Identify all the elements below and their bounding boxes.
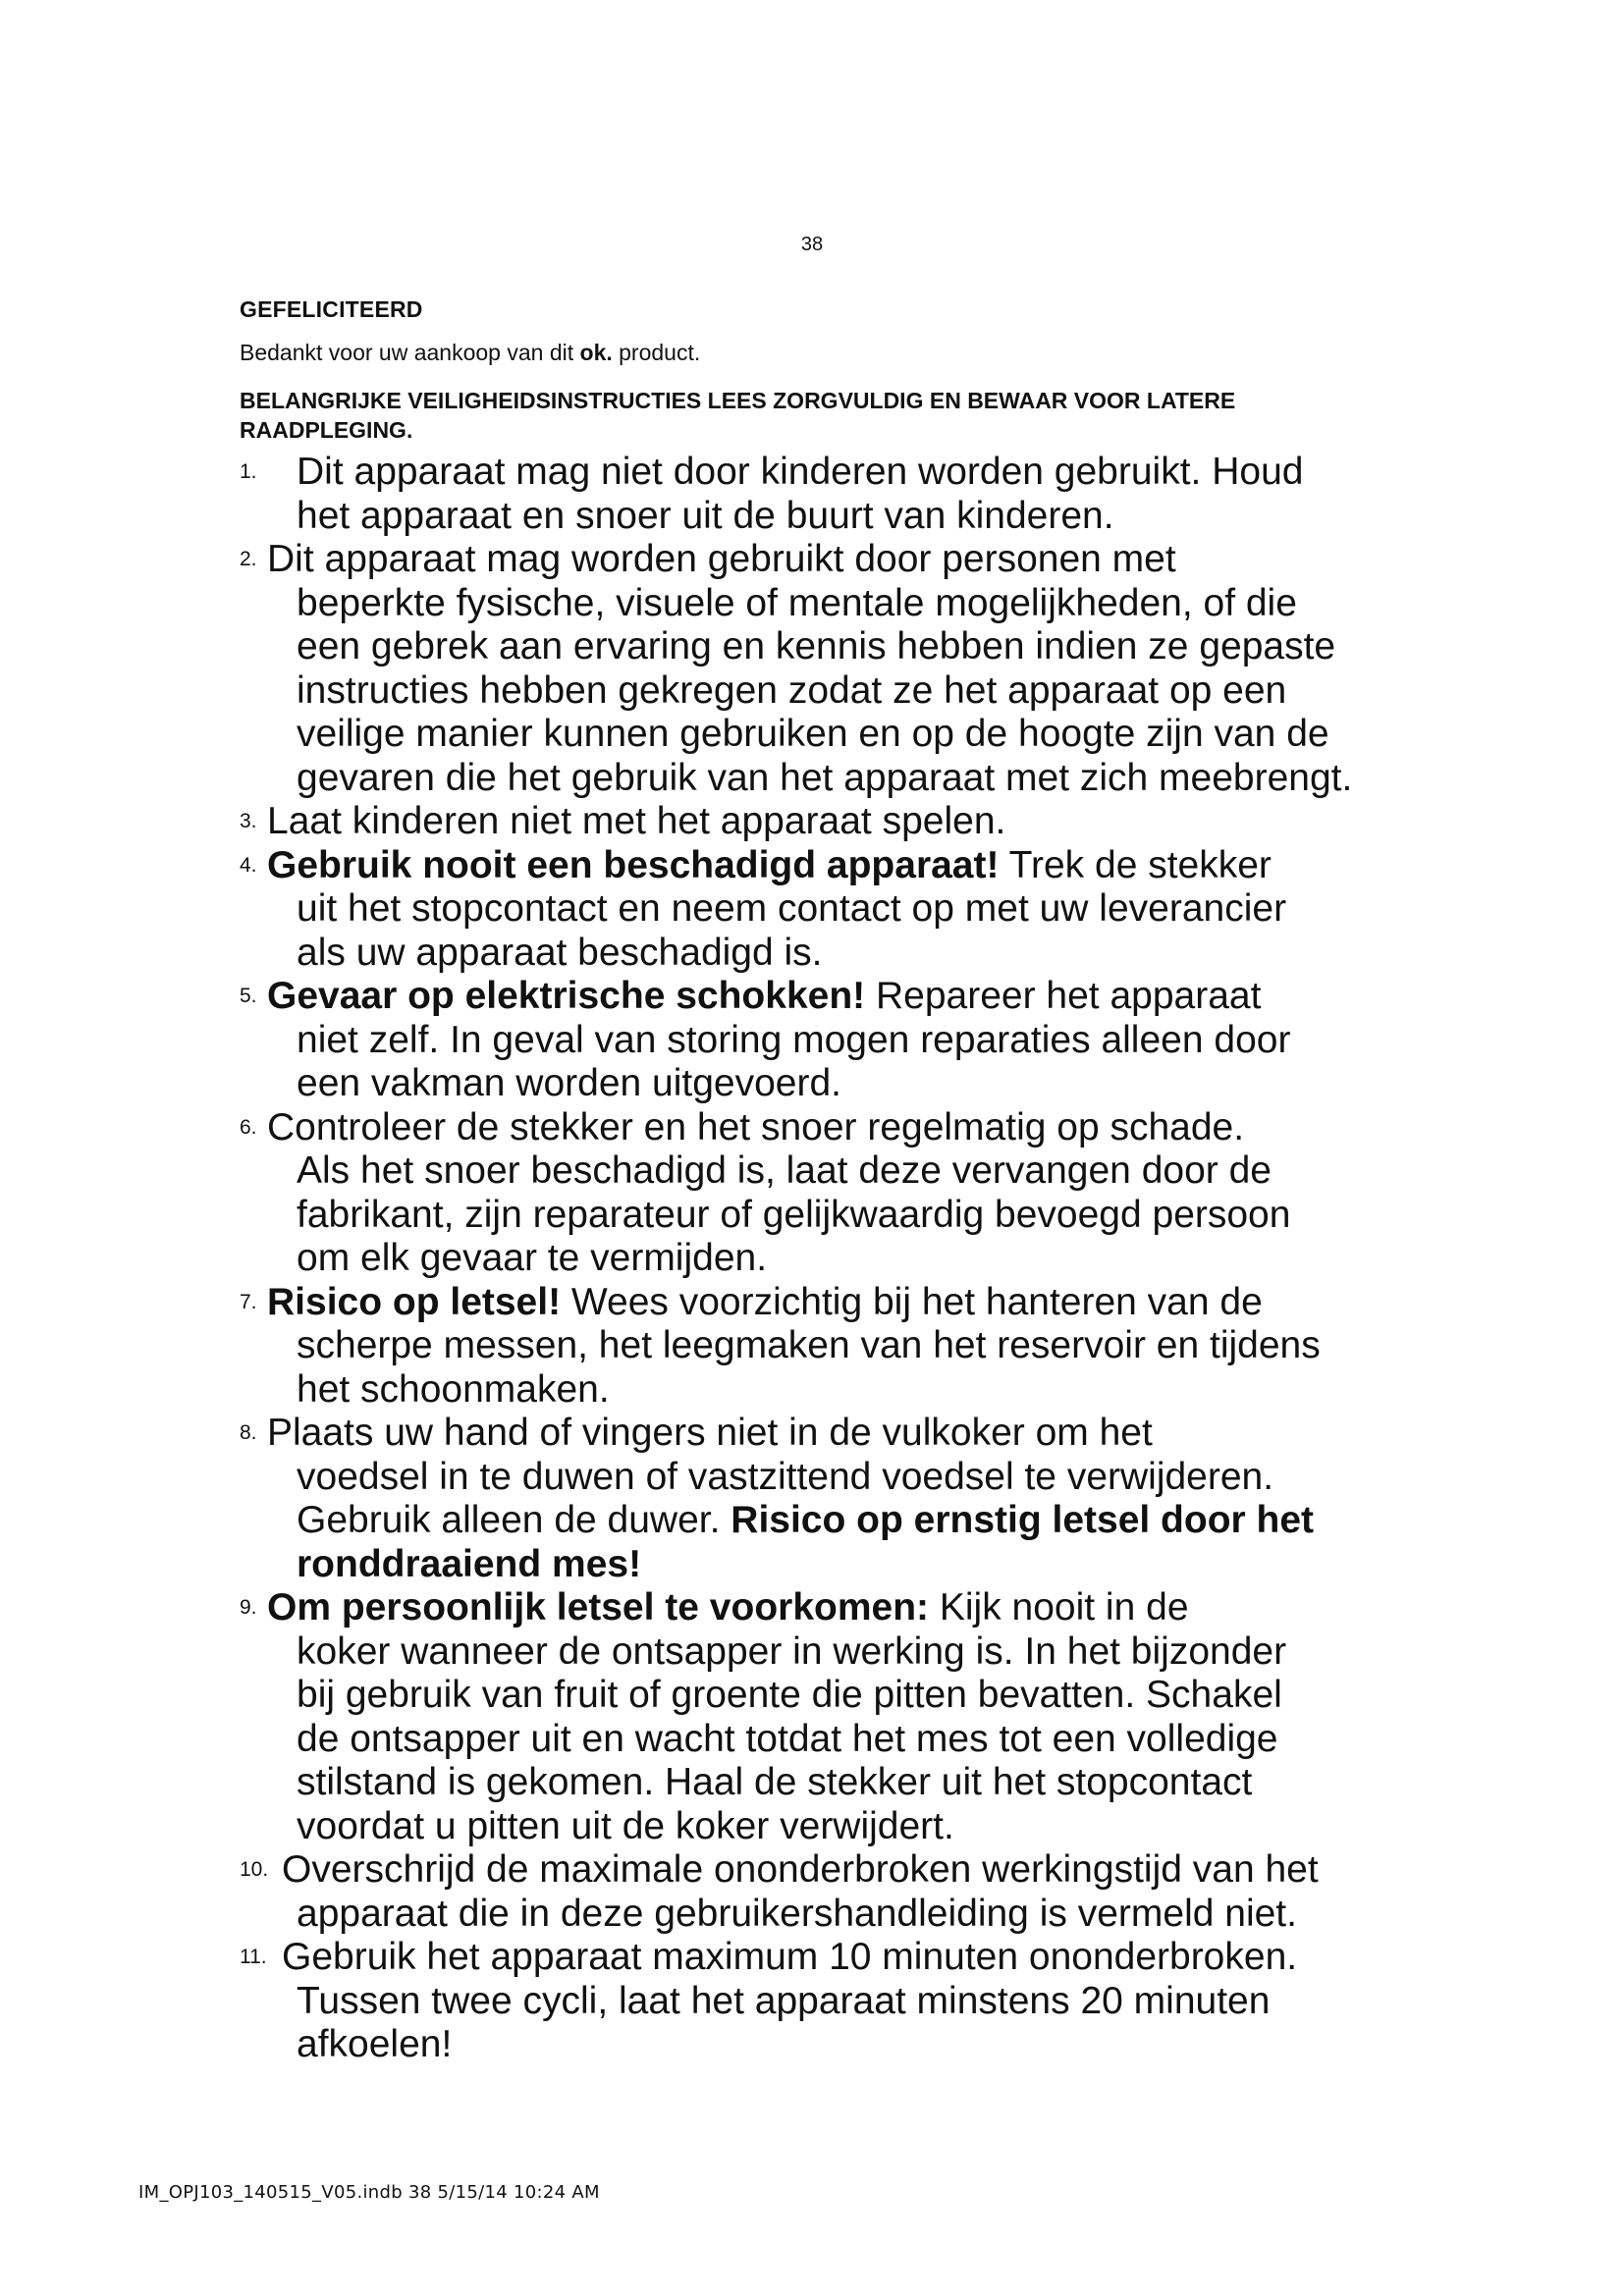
instruction-line: apparaat die in deze gebruikershandleiding is vermeld niet. bbox=[297, 1892, 1297, 1935]
instruction-line: voedsel in te duwen of vastzittend voedsel te verwijderen. bbox=[297, 1455, 1274, 1498]
instruction-line: het apparaat en snoer uit de buurt van kinderen. bbox=[297, 494, 1114, 537]
instruction-line: stilstand is gekomen. Haal de stekker uit het stopcontact bbox=[297, 1761, 1253, 1803]
instruction-line: Laat kinderen niet met het apparaat spelen. bbox=[267, 800, 1006, 842]
instruction-text: Gebruik alleen de duwer. bbox=[297, 1499, 731, 1541]
instruction-number: 10. bbox=[240, 1858, 269, 1881]
instruction-line: veilige manier kunnen gebruiken en op de hoogte zijn van de bbox=[297, 713, 1329, 755]
instruction-line bbox=[297, 1499, 1398, 1543]
instruction-line: instructies hebben gekregen zodat ze het apparaat op een bbox=[297, 668, 1287, 712]
instruction-line: voordat u pitten uit de koker verwijdert. bbox=[297, 1804, 954, 1847]
safety-instructions-list bbox=[240, 451, 1398, 2067]
instruction-text: Repareer het apparaat bbox=[865, 975, 1262, 1017]
instruction-number: 5. bbox=[240, 985, 257, 1007]
instruction-item-5 bbox=[240, 975, 1398, 1106]
safety-instructions-title: BELANGRIJKE VEILIGHEIDSINSTRUCTIES LEES ZORGVULDIG EN BEWAAR VOOR LATERE RAADPLEGING. bbox=[240, 388, 1236, 443]
instruction-number: 3. bbox=[240, 810, 257, 832]
instruction-line: fabrikant, zijn reparateur of gelijkwaardig bevoegd persoon bbox=[297, 1193, 1291, 1236]
warning-text: Risico op letsel! bbox=[267, 1280, 562, 1323]
thank-you-line bbox=[240, 340, 700, 366]
instruction-number: 8. bbox=[240, 1421, 257, 1444]
instruction-line: Dit apparaat mag niet door kinderen worden gebruikt. Houd bbox=[297, 451, 1304, 493]
instruction-line: bij gebruik van fruit of groente die pitten bevatten. Schakel bbox=[297, 1674, 1282, 1716]
warning-text: ronddraaiend mes! bbox=[297, 1542, 642, 1585]
instruction-text: Kijk nooit in de bbox=[929, 1586, 1189, 1629]
instruction-number: 2. bbox=[240, 548, 257, 570]
instruction-line: niet zelf. In geval van storing mogen reparaties alleen door bbox=[297, 1018, 1291, 1061]
instruction-line: uit het stopcontact en neem contact op met uw leverancier bbox=[297, 887, 1287, 930]
instruction-number: 11. bbox=[240, 1946, 267, 1968]
instruction-text: Trek de stekker bbox=[999, 843, 1272, 886]
warning-text: Gevaar op elektrische schokken! bbox=[267, 975, 866, 1017]
thanks-text-after: product. bbox=[612, 340, 701, 365]
instruction-line: Plaats uw hand of vingers niet in de vulkoker om het bbox=[267, 1412, 1153, 1454]
instruction-line: het schoonmaken. bbox=[297, 1367, 610, 1411]
instruction-line bbox=[267, 1281, 1263, 1325]
instruction-line bbox=[267, 975, 1261, 1019]
instruction-line: gevaren die het gebruik van het apparaat met zich meebrengt. bbox=[297, 756, 1353, 799]
instruction-line: de ontsapper uit en wacht totdat het mes tot een volledige bbox=[297, 1717, 1278, 1760]
instruction-item-2 bbox=[240, 538, 1398, 800]
instruction-number: 6. bbox=[240, 1115, 257, 1139]
instruction-item-4 bbox=[240, 844, 1398, 976]
instruction-line: Overschrijd de maximale ononderbroken werkingstijd van het bbox=[282, 1848, 1319, 1891]
instruction-line: Als het snoer beschadigd is, laat deze vervangen door de bbox=[297, 1149, 1272, 1192]
congratulations-heading: GEFELICITEERD bbox=[240, 296, 423, 322]
instruction-line: scherpe messen, het leegmaken van het reservoir en tijdens bbox=[297, 1324, 1321, 1366]
instruction-line: om elk gevaar te vermijden. bbox=[297, 1237, 768, 1279]
instruction-item-7 bbox=[240, 1281, 1398, 1413]
instruction-line: Gebruik het apparaat maximum 10 minuten ononderbroken. bbox=[282, 1936, 1298, 1978]
warning-text: Om persoonlijk letsel te voorkomen: bbox=[267, 1586, 930, 1629]
instruction-item-11 bbox=[240, 1936, 1398, 2067]
page-number: 38 bbox=[800, 234, 824, 255]
instruction-line: een gebrek aan ervaring en kennis hebben indien ze gepaste bbox=[297, 625, 1336, 667]
print-slug-footer: IM_OPJ103_140515_V05.indb 38 5/15/14 10:24 AM bbox=[138, 2182, 600, 2203]
warning-text: Gebruik nooit een beschadigd apparaat! bbox=[267, 843, 1000, 886]
brand-name: ok. bbox=[579, 340, 613, 365]
instruction-line: een vakman worden uitgevoerd. bbox=[297, 1062, 842, 1104]
instruction-line: Dit apparaat mag worden gebruikt door personen met bbox=[267, 538, 1176, 580]
instruction-line: Controleer de stekker en het snoer regelmatig op schade. bbox=[267, 1105, 1245, 1148]
instruction-item-3 bbox=[240, 800, 1398, 844]
instruction-item-6 bbox=[240, 1106, 1398, 1281]
instruction-item-1 bbox=[240, 451, 1398, 538]
instruction-line: koker wanneer de ontsapper in werking is. In het bijzonder bbox=[297, 1629, 1287, 1673]
instruction-text: Wees voorzichtig bij het hanteren van de bbox=[561, 1280, 1263, 1323]
instruction-line bbox=[267, 844, 1272, 888]
instruction-item-9 bbox=[240, 1586, 1398, 1848]
instruction-number: 9. bbox=[240, 1596, 257, 1619]
instruction-number: 1. bbox=[240, 460, 257, 483]
instruction-number: 7. bbox=[240, 1290, 257, 1313]
instruction-line: als uw apparaat beschadigd is. bbox=[297, 931, 823, 974]
instruction-item-10 bbox=[240, 1848, 1398, 1936]
instruction-line bbox=[267, 1586, 1189, 1630]
instruction-line: beperkte fysische, visuele of mentale mogelijkheden, of die bbox=[297, 581, 1297, 624]
instruction-line: Tussen twee cycli, laat het apparaat minstens 20 minuten bbox=[297, 1979, 1271, 2022]
instruction-item-8 bbox=[240, 1412, 1398, 1586]
instruction-number: 4. bbox=[240, 853, 257, 877]
instruction-line: afkoelen! bbox=[297, 2023, 453, 2065]
warning-text: Risico op ernstig letsel door het bbox=[731, 1499, 1315, 1541]
thanks-text-before: Bedankt voor uw aankoop van dit bbox=[240, 340, 580, 365]
